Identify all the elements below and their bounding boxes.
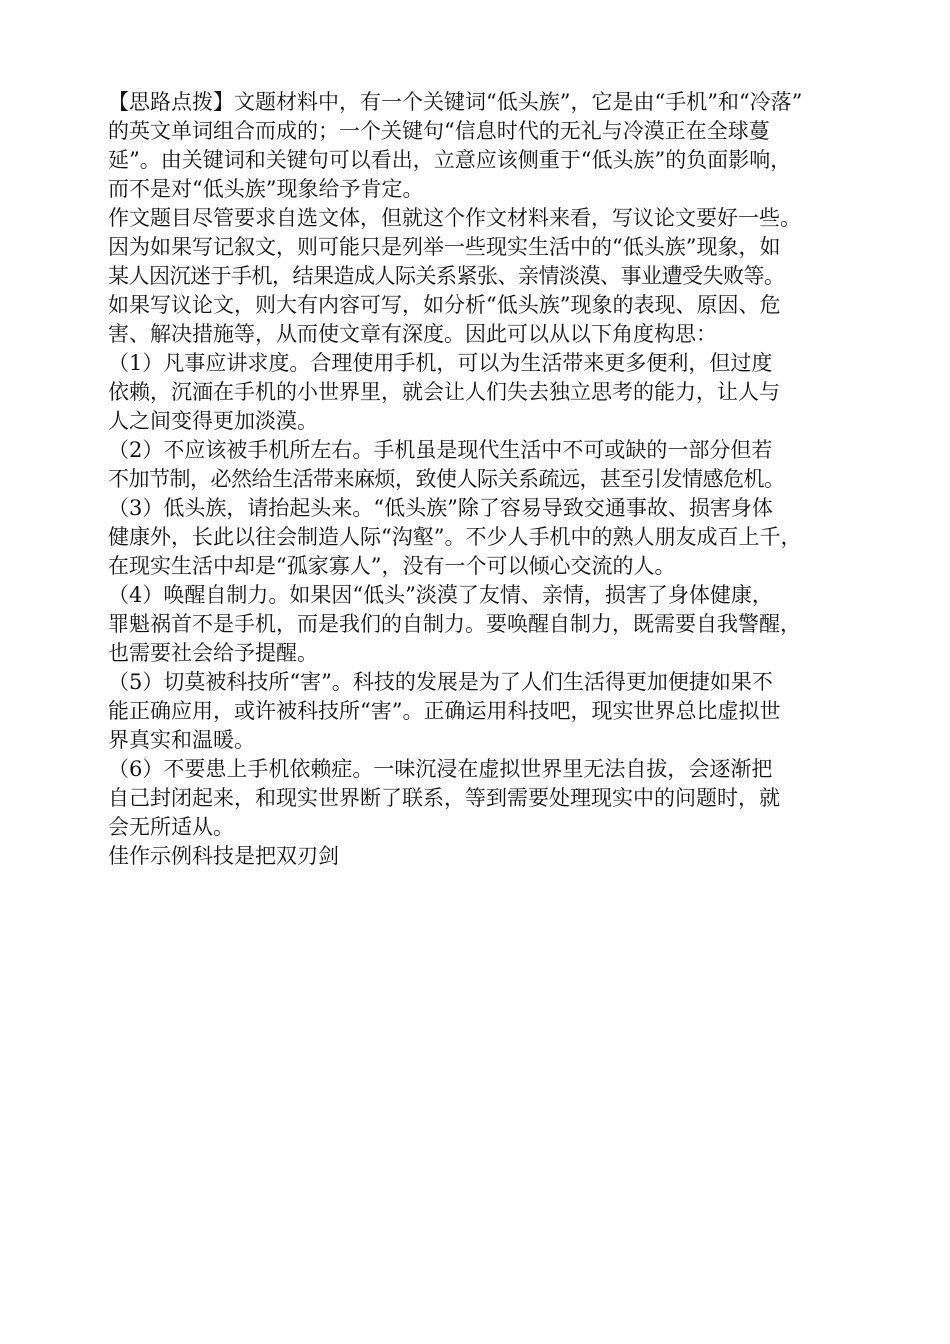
- paragraph-sample-essay-title: [108, 842, 898, 871]
- text-line: 【思路点拨】文题材料中，有一个关键词“低头族”，它是由“手机”和“冷落”: [108, 90, 803, 114]
- text-line: 因为如果写记叙文，则可能只是列举一些现实生活中的“低头族”现象，如: [108, 235, 781, 259]
- text-line: 某人因沉迷于手机，结果造成人际关系紧张、亲情淡漠、事业遭受失败等。: [108, 264, 785, 288]
- text-line: 自己封闭起来，和现实世界断了联系，等到需要处理现实中的问题时，就: [108, 786, 780, 810]
- paragraph-angle-2: [108, 436, 898, 494]
- text-line: 延”。由关键词和关键句可以看出，立意应该侧重于“低头族”的负面影响，: [108, 148, 792, 172]
- paragraph-thinking-tips: [108, 88, 898, 204]
- sample-essay-title: 佳作示例科技是把双刃剑: [108, 844, 339, 868]
- paragraph-genre-advice: [108, 204, 898, 349]
- paragraph-angle-1: [108, 349, 898, 436]
- paragraph-angle-3: [108, 494, 898, 581]
- text-line: 而不是对“低头族”现象给予肯定。: [108, 177, 424, 201]
- text-line: 如果写议论文，则大有内容可写，如分析“低头族”现象的表现、原因、危: [108, 293, 781, 317]
- paragraph-angle-5: [108, 668, 898, 755]
- text-line: 的英文单词组合而成的；一个关键句“信息时代的无礼与冷漠正在全球蔓: [108, 119, 770, 143]
- text-line: 能正确应用，或许被科技所“害”。正确运用科技吧，现实世界总比虚拟世: [108, 699, 781, 723]
- paragraph-angle-6: [108, 755, 898, 842]
- text-line: 在现实生活中却是“孤家寡人”，没有一个可以倾心交流的人。: [108, 554, 676, 578]
- text-line: 罪魁祸首不是手机，而是我们的自制力。要唤醒自制力，既需要自我警醒，: [108, 612, 801, 636]
- text-line: （2）不应该被手机所左右。手机虽是现代生活中不可或缺的一部分但若: [108, 438, 773, 462]
- text-line: 会无所适从。: [108, 815, 234, 839]
- text-line: （1）凡事应讲求度。合理使用手机，可以为生活带来更多便利，但过度: [108, 351, 773, 375]
- document-page: [108, 88, 898, 871]
- text-line: （6）不要患上手机依赖症。一味沉浸在虚拟世界里无法自拔，会逐渐把: [108, 757, 773, 781]
- text-line: 不加节制，必然给生活带来麻烦，致使人际关系疏远，甚至引发情感危机。: [108, 467, 785, 491]
- text-line: 界真实和温暖。: [108, 728, 255, 752]
- text-line: 依赖，沉湎在手机的小世界里，就会让人们失去独立思考的能力，让人与: [108, 380, 780, 404]
- text-line: （3）低头族，请抬起头来。“低头族”除了容易导致交通事故、损害身体: [108, 496, 773, 520]
- text-line: 害、解决措施等，从而使文章有深度。因此可以从以下角度构思：: [108, 322, 717, 346]
- text-line: （4）唤醒自制力。如果因“低头”淡漠了友情、亲情，损害了身体健康，: [108, 583, 773, 607]
- text-line: （5）切莫被科技所“害”。科技的发展是为了人们生活得更加便捷如果不: [108, 670, 773, 694]
- paragraph-angle-4: [108, 581, 898, 668]
- text-line: 健康外，长此以往会制造人际“沟壑”。不少人手机中的熟人朋友成百上千，: [108, 525, 802, 549]
- text-line: 也需要社会给予提醒。: [108, 641, 318, 665]
- text-line: 作文题目尽管要求自选文体，但就这个作文材料来看，写议论文要好一些。: [108, 206, 801, 230]
- text-line: 人之间变得更加淡漠。: [108, 409, 318, 433]
